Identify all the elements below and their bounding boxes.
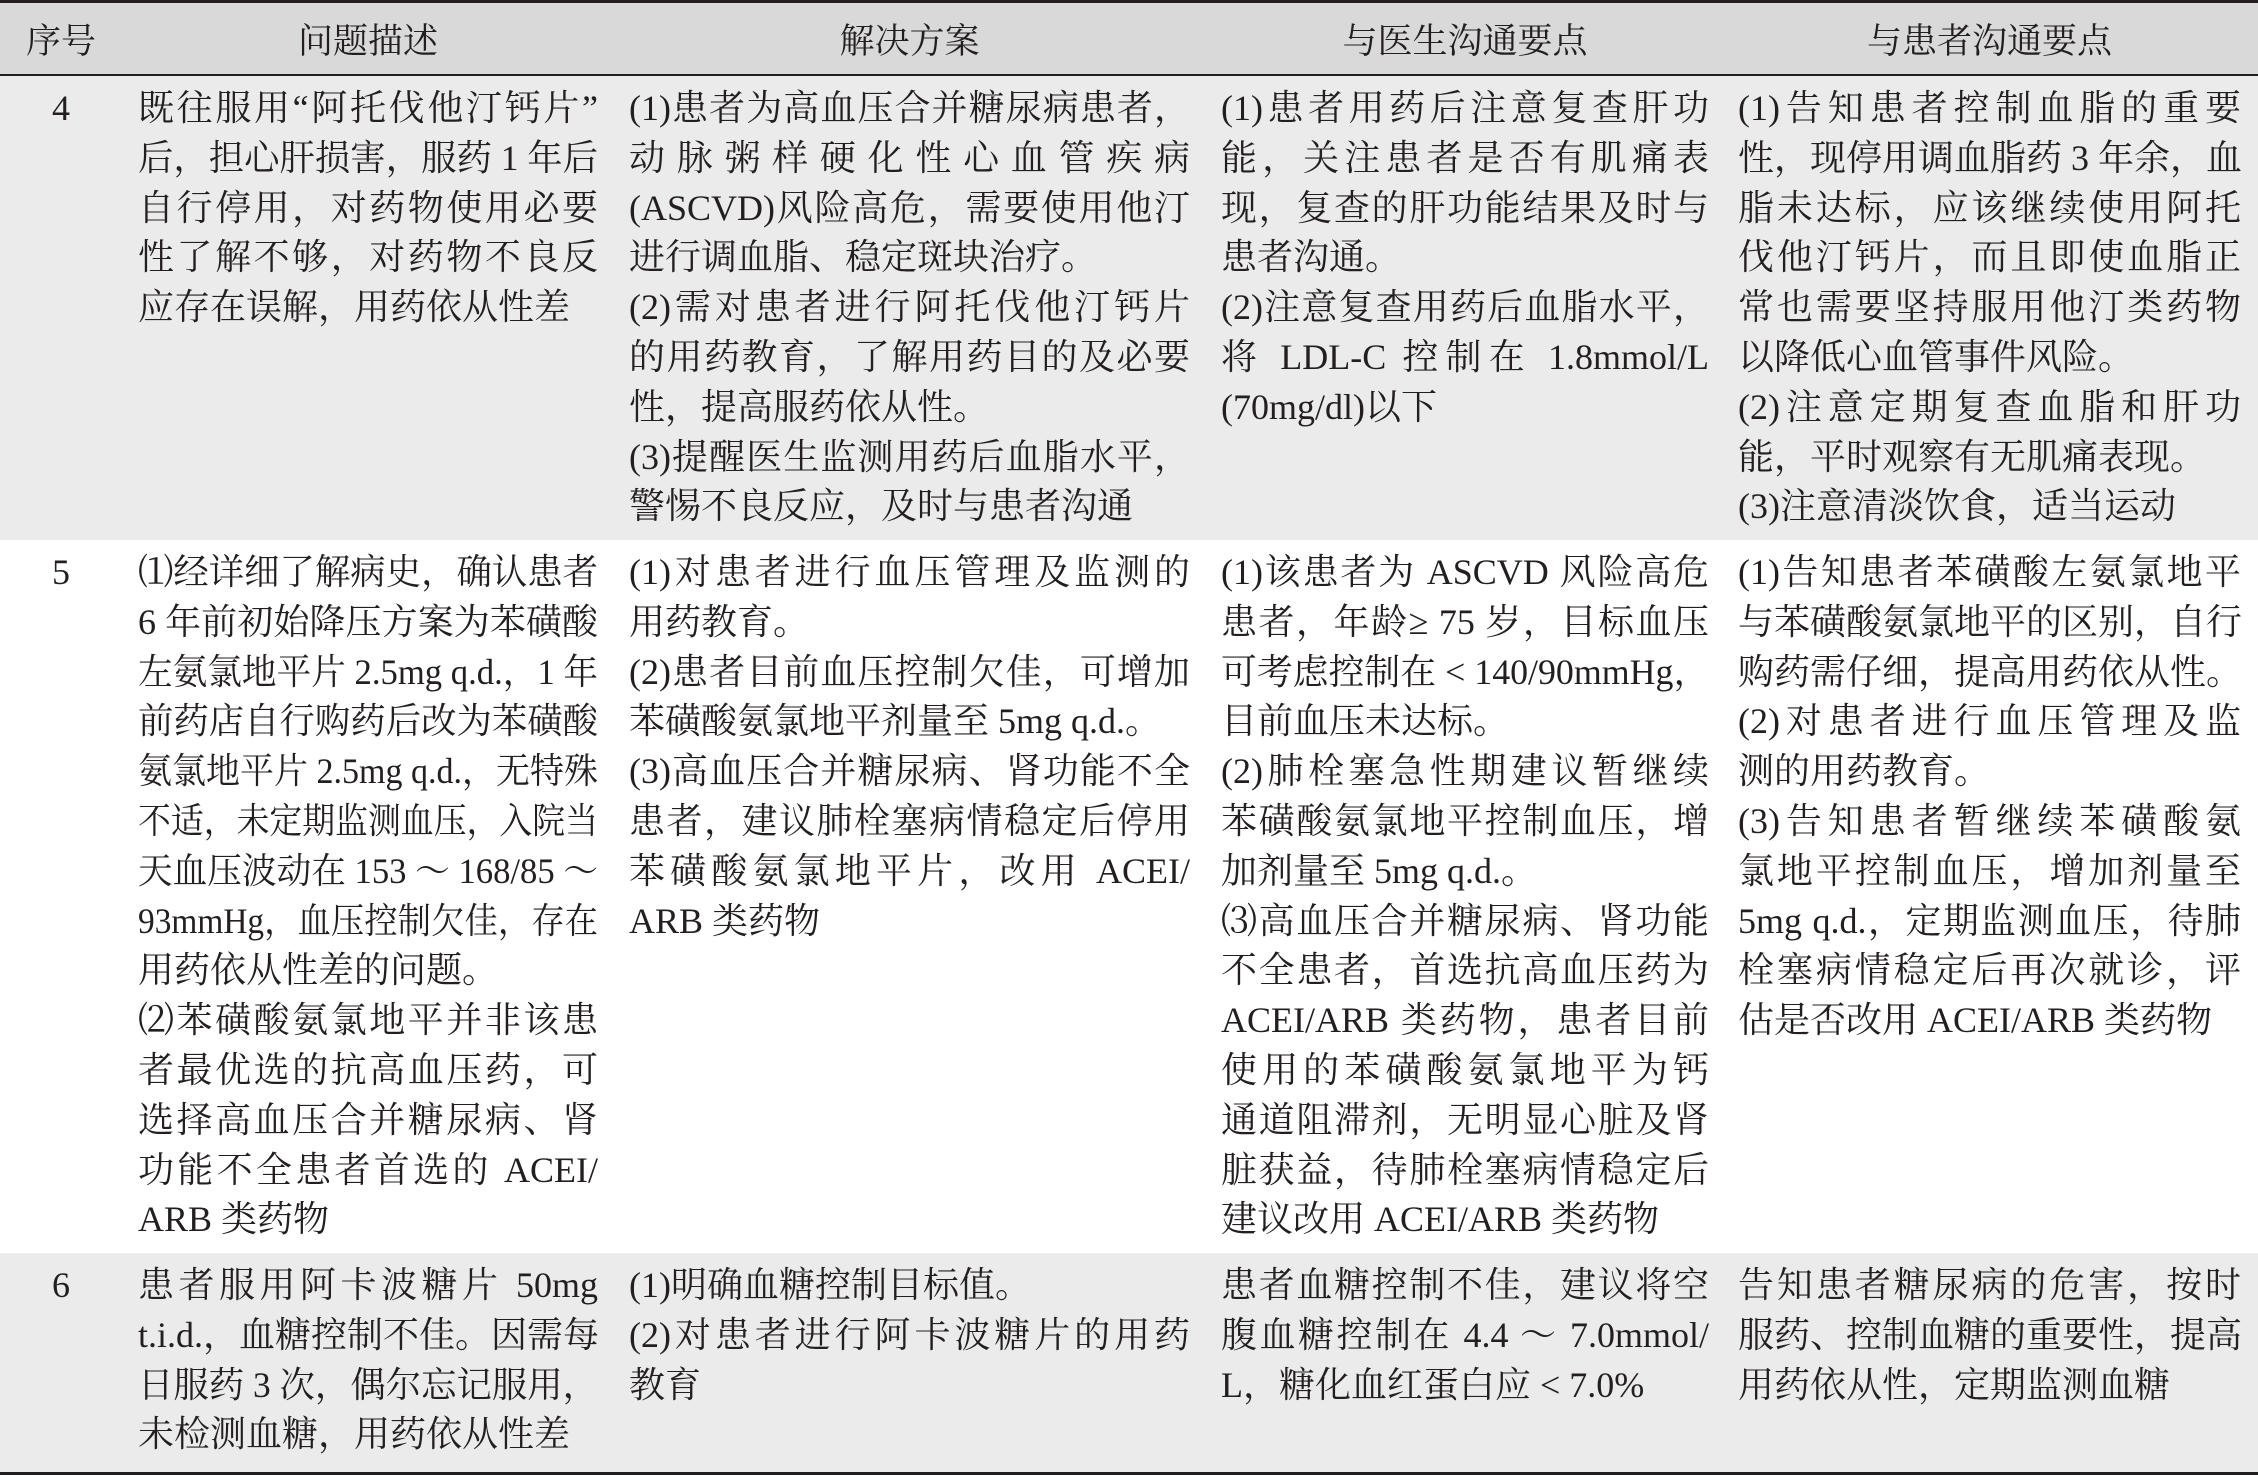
cell-line: 服药、控制血糖的重要性，提高: [1738, 1314, 2243, 1355]
cell-line: 栓塞病情稳定后再次就诊，评: [1738, 950, 2241, 991]
cell-line: 教育: [629, 1364, 702, 1405]
cell-line: (2)注意定期复查血脂和肝功: [1738, 386, 2241, 427]
cell-line: 患者血糖控制不佳，建议将空: [1221, 1265, 1709, 1305]
header-cell-no: 序号: [25, 21, 96, 61]
cell-line: (1)该患者为 ASCVD 风险高危: [1221, 552, 1709, 592]
cell-problem: [122, 540, 614, 1253]
cell-line: (2)患者目前血压控制欠佳，可增加: [629, 651, 1190, 692]
header-cell-solution: 解决方案: [839, 21, 980, 61]
table-row: [0, 540, 2258, 1253]
cell-line: 苯磺酸氨氯地平剂量至 5mg q.d.。: [629, 701, 1162, 742]
cell-line: 苯磺酸氨氯地平控制血压，增: [1221, 800, 1709, 841]
cell-line: 性，现停用调血脂药 3 年余，血: [1738, 137, 2243, 178]
cell-line: 患者沟通。: [1221, 237, 1402, 278]
cell-line: (2)注意复查用药后血脂水平，: [1221, 287, 1709, 328]
cell-line: 建议改用 ACEI/ARB 类药物: [1221, 1199, 1660, 1240]
cell-line: 能，平时观察有无肌痛表现。: [1738, 436, 2207, 477]
cell-line: ARB 类药物: [138, 1199, 330, 1240]
cell-doctor-points: [1206, 76, 1724, 540]
cell-line: 不全患者，首选抗高血压药为: [1221, 950, 1709, 991]
cell-line: (1)明确血糖控制目标值。: [629, 1265, 1031, 1305]
cell-line: 患者，建议肺栓塞病情稳定后停用: [629, 800, 1190, 841]
cell-line: 用药教育。: [629, 601, 810, 642]
cell-line: 测的用药教育。: [1738, 751, 1991, 792]
cell-line: 警惕不良反应，及时与患者沟通: [629, 486, 1134, 527]
cell-line: 自行停用，对药物使用必要: [138, 187, 598, 228]
cell-line: 脏获益，待肺栓塞病情稳定后: [1221, 1149, 1709, 1190]
cell-line: ⑶高血压合并糖尿病、肾功能: [1221, 900, 1709, 941]
cell-line: (1)对患者进行血压管理及监测的: [629, 552, 1190, 592]
cell-line: 选择高血压合并糖尿病、肾: [138, 1099, 598, 1140]
cell-doctor-points: [1206, 540, 1724, 1253]
cell-line: 患者服用阿卡波糖片 50mg: [138, 1265, 598, 1305]
cell-no: 5: [52, 552, 70, 592]
cell-line: 动脉粥样硬化性心血管疾病: [629, 137, 1190, 178]
cell-line: (2)肺栓塞急性期建议暂继续: [1221, 751, 1709, 792]
cell-line: 通道阻滞剂，无明显心脏及肾: [1221, 1099, 1709, 1140]
cell-line: 患者，年龄≥ 75 岁，目标血压: [1221, 601, 1709, 642]
cell-line: 常也需要坚持服用他汀类药物: [1738, 287, 2241, 328]
cell-line: (2)需对患者进行阿托伐他汀钙片: [629, 287, 1190, 328]
cell-patient-points: [1724, 1253, 2258, 1472]
cell-line: ⑵苯磺酸氨氯地平并非该患: [138, 1000, 598, 1041]
cell-line: 可考虑控制在 < 140/90mmHg，: [1221, 651, 1710, 692]
cell-problem: [122, 76, 614, 540]
cell-line: 性，提高服药依从性。: [629, 386, 990, 427]
cell-line: 应存在误解，用药依从性差: [138, 287, 571, 328]
cell-doctor-points: [1206, 1253, 1724, 1472]
cell-line: 天血压波动在 153 ～ 168/85 ～: [138, 850, 599, 891]
cell-line: 以降低心血管事件风险。: [1738, 336, 2135, 377]
cell-line: (3)提醒医生监测用药后血脂水平，: [629, 436, 1190, 477]
cell-line: ARB 类药物: [629, 900, 821, 941]
cell-line: 功能不全患者首选的 ACEI/: [138, 1149, 598, 1190]
cell-line: 用药依从性，定期监测血糖: [1738, 1364, 2171, 1405]
cell-line: 估是否改用 ACEI/ARB 类药物: [1738, 1000, 2213, 1041]
cell-line: (1)患者为高血压合并糖尿病患者，: [629, 88, 1190, 128]
cell-line: 不适，未定期监测血压，入院当: [138, 800, 599, 841]
cell-line: 将 LDL-C 控制在 1.8mmol/L: [1221, 336, 1709, 377]
header-cell-problem: 问题描述: [297, 21, 438, 61]
cell-line: 93mmHg，血压控制欠佳，存在: [138, 900, 599, 941]
cell-solution: [614, 1253, 1206, 1472]
cell-line: 者最优选的抗高血压药，可: [138, 1049, 598, 1090]
cell-line: (3)高血压合并糖尿病、肾功能不全: [629, 751, 1190, 792]
cell-solution: [614, 76, 1206, 540]
cell-line: 既往服用“阿托伐他汀钙片”: [138, 88, 598, 128]
cell-line: t.i.d.，血糖控制不佳。因需每: [138, 1314, 600, 1355]
cell-line: 未检测血糖，用药依从性差: [138, 1414, 571, 1455]
cell-solution: [614, 540, 1206, 1253]
cell-line: 性了解不够，对药物不良反: [138, 237, 598, 278]
cell-line: 告知患者糖尿病的危害，按时: [1738, 1265, 2241, 1305]
cell-no: 6: [52, 1265, 70, 1305]
cell-line: ACEI/ARB 类药物，患者目前: [1221, 1000, 1709, 1041]
cell-line: 加剂量至 5mg q.d.。: [1221, 850, 1538, 891]
cell-line: 购药需仔细，提高用药依从性。: [1738, 651, 2243, 692]
table-header-row: [0, 3, 2258, 74]
cell-line: (1)告知患者控制血脂的重要: [1738, 88, 2241, 128]
header-cell-doctor-points: 与医生沟通要点: [1342, 21, 1588, 61]
cell-no: 4: [52, 88, 70, 128]
cell-patient-points: [1724, 540, 2258, 1253]
cell-line: 氨氯地平片 2.5mg q.d.，无特殊: [138, 751, 599, 792]
cell-line: 前药店自行购药后改为苯磺酸: [138, 701, 599, 742]
cell-line: 的用药教育，了解用药目的及必要: [629, 336, 1190, 377]
cell-line: 使用的苯磺酸氨氯地平为钙: [1221, 1049, 1709, 1090]
cell-line: 能，关注患者是否有肌痛表: [1221, 137, 1709, 178]
cell-line: (3)注意清淡饮食，适当运动: [1738, 486, 2176, 527]
cell-line: 脂未达标，应该继续使用阿托: [1738, 187, 2241, 228]
cell-line: 左氨氯地平片 2.5mg q.d.，1 年: [138, 651, 599, 692]
bottom-rule: [0, 1472, 2258, 1475]
cell-line: 5mg q.d.，定期监测血压，待肺: [1738, 900, 2241, 941]
cell-line: ⑴经详细了解病史，确认患者: [138, 552, 599, 592]
cell-line: 氯地平控制血压，增加剂量至: [1738, 850, 2241, 891]
header-cell-patient-points: 与患者沟通要点: [1866, 21, 2112, 61]
cell-line: 用药依从性差的问题。: [138, 950, 499, 991]
cell-line: 日服药 3 次，偶尔忘记服用，: [138, 1364, 599, 1405]
cell-line: 后，担心肝损害，服药 1 年后: [138, 137, 599, 178]
cell-line: (3)告知患者暂继续苯磺酸氨: [1738, 800, 2241, 841]
cell-line: 伐他汀钙片，而且即使血脂正: [1738, 237, 2241, 278]
cell-line: (1)告知患者苯磺酸左氨氯地平: [1738, 552, 2241, 592]
cell-line: 进行调血脂、稳定斑块治疗。: [629, 237, 1098, 278]
cell-line: 6 年前初始降压方案为苯磺酸: [138, 601, 598, 642]
cell-line: L，糖化血红蛋白应 < 7.0%: [1221, 1364, 1645, 1405]
table-row: [0, 76, 2258, 540]
cell-line: 与苯磺酸氨氯地平的区别，自行: [1738, 601, 2243, 642]
cell-line: 现，复查的肝功能结果及时与: [1221, 187, 1709, 228]
cell-patient-points: [1724, 76, 2258, 540]
cell-problem: [122, 1253, 614, 1472]
table-row: [0, 1253, 2258, 1472]
cell-line: 目前血压未达标。: [1221, 701, 1510, 742]
cell-line: 腹血糖控制在 4.4 ～ 7.0mmol/: [1221, 1314, 1709, 1355]
cell-line: (2)对患者进行阿卡波糖片的用药: [629, 1314, 1190, 1355]
cell-line: (2)对患者进行血压管理及监: [1738, 701, 2241, 742]
cell-line: (ASCVD)风险高危，需要使用他汀: [629, 187, 1190, 228]
cell-line: (1)患者用药后注意复查肝功: [1221, 88, 1709, 128]
cell-line: 苯磺酸氨氯地平片，改用 ACEI/: [629, 850, 1190, 891]
cell-line: (70mg/dl)以下: [1221, 386, 1437, 427]
